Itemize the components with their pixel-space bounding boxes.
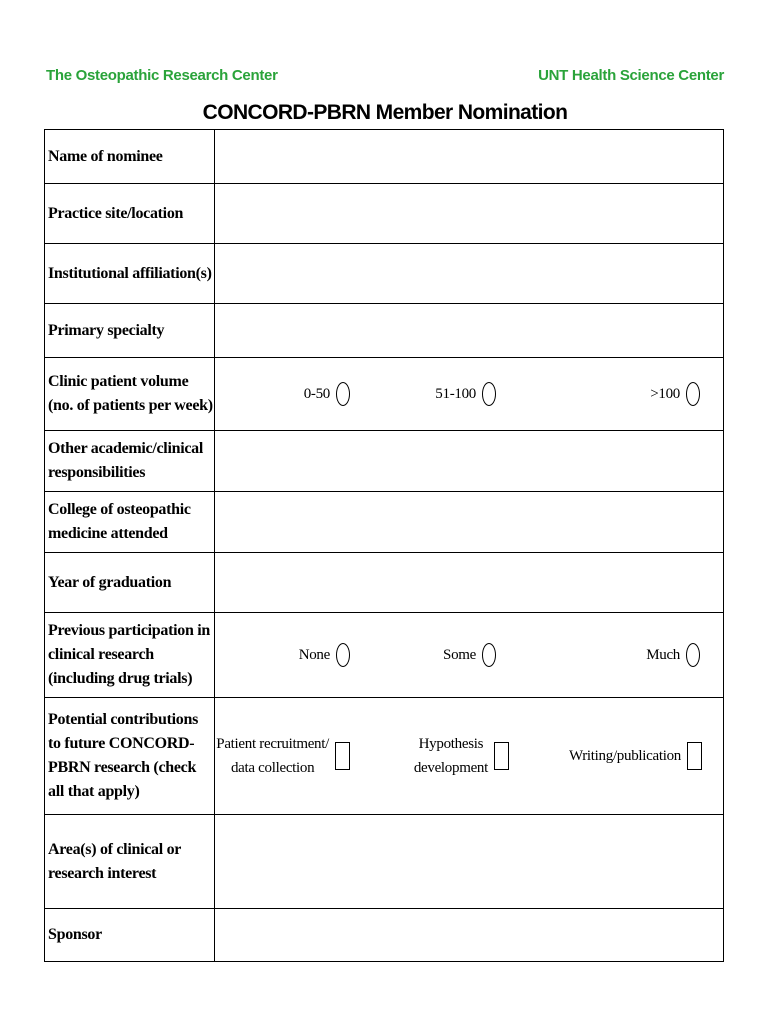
contrib-option-line: Hypothesis [418,736,484,752]
previous-option-none[interactable] [299,643,350,667]
previous-option-label: Some [443,646,476,663]
checkbox[interactable] [335,742,350,770]
radio-button[interactable] [336,643,350,667]
contrib-option-patient-recruitment[interactable] [216,732,350,780]
radio-button[interactable] [686,382,700,406]
contrib-option-label [216,732,329,780]
college-field[interactable] [215,492,724,553]
contrib-label: Potential contributions to future CONCORD-PBRN research (check all that apply) [45,698,215,815]
contrib-option-line: data collection [230,760,315,776]
college-label: College of osteopathic medicine attended [45,492,215,553]
practice-field[interactable] [215,184,724,244]
row-areas-of-interest [45,815,724,909]
previous-option-some[interactable] [443,643,496,667]
previous-option-label: Much [646,646,680,663]
contrib-options [215,698,724,815]
practice-label: Practice site/location [45,184,215,244]
radio-button[interactable] [482,382,496,406]
radio-button[interactable] [482,643,496,667]
area-label: Area(s) of clinical or research interest [45,815,215,909]
header-org-right: UNT Health Science Center [538,67,724,84]
row-patient-volume [45,358,724,431]
name-label: Name of nominee [45,130,215,184]
contrib-option-hypothesis[interactable] [414,732,509,780]
name-field[interactable] [215,130,724,184]
nomination-form-table [44,129,724,962]
row-previous-participation [45,613,724,698]
radio-button[interactable] [686,643,700,667]
row-name-of-nominee [45,130,724,184]
specialty-label: Primary specialty [45,304,215,358]
row-other-responsibilities [45,431,724,492]
contrib-option-label [569,744,681,768]
checkbox[interactable] [687,742,702,770]
previous-option-much[interactable] [646,643,700,667]
row-college [45,492,724,553]
previous-label: Previous participation in clinical research (including drug trials) [45,613,215,698]
volume-options [215,358,724,431]
volume-option-label: 51-100 [435,385,476,402]
volume-option-over-100[interactable] [650,382,700,406]
radio-button[interactable] [336,382,350,406]
other-label: Other academic/clinical responsibilities [45,431,215,492]
page-title: CONCORD-PBRN Member Nomination [202,101,568,124]
row-primary-specialty [45,304,724,358]
volume-option-label: >100 [650,385,680,402]
previous-option-label: None [298,646,330,663]
contrib-option-label [414,732,488,780]
header-org-left: The Osteopathic Research Center [46,67,278,84]
sponsor-field[interactable] [215,909,724,962]
contrib-option-writing[interactable] [569,742,702,770]
row-sponsor [45,909,724,962]
row-potential-contributions [45,698,724,815]
volume-option-51-100[interactable] [435,382,496,406]
specialty-field[interactable] [215,304,724,358]
sponsor-label: Sponsor [45,909,215,962]
row-affiliation [45,244,724,304]
checkbox[interactable] [494,742,509,770]
contrib-option-line: development [413,760,488,776]
graduation-label: Year of graduation [45,553,215,613]
other-field[interactable] [215,431,724,492]
contrib-option-line: Patient recruitment/ [216,736,329,752]
graduation-field[interactable] [215,553,724,613]
affiliation-label: Institutional affiliation(s) [45,244,215,304]
affiliation-field[interactable] [215,244,724,304]
contrib-option-line: Writing/publication [568,748,681,764]
volume-label: Clinic patient volume (no. of patients per week) [45,358,215,431]
volume-option-0-50[interactable] [304,382,350,406]
row-graduation-year [45,553,724,613]
area-field[interactable] [215,815,724,909]
previous-options [215,613,724,698]
volume-option-label: 0-50 [303,385,330,402]
row-practice-site [45,184,724,244]
